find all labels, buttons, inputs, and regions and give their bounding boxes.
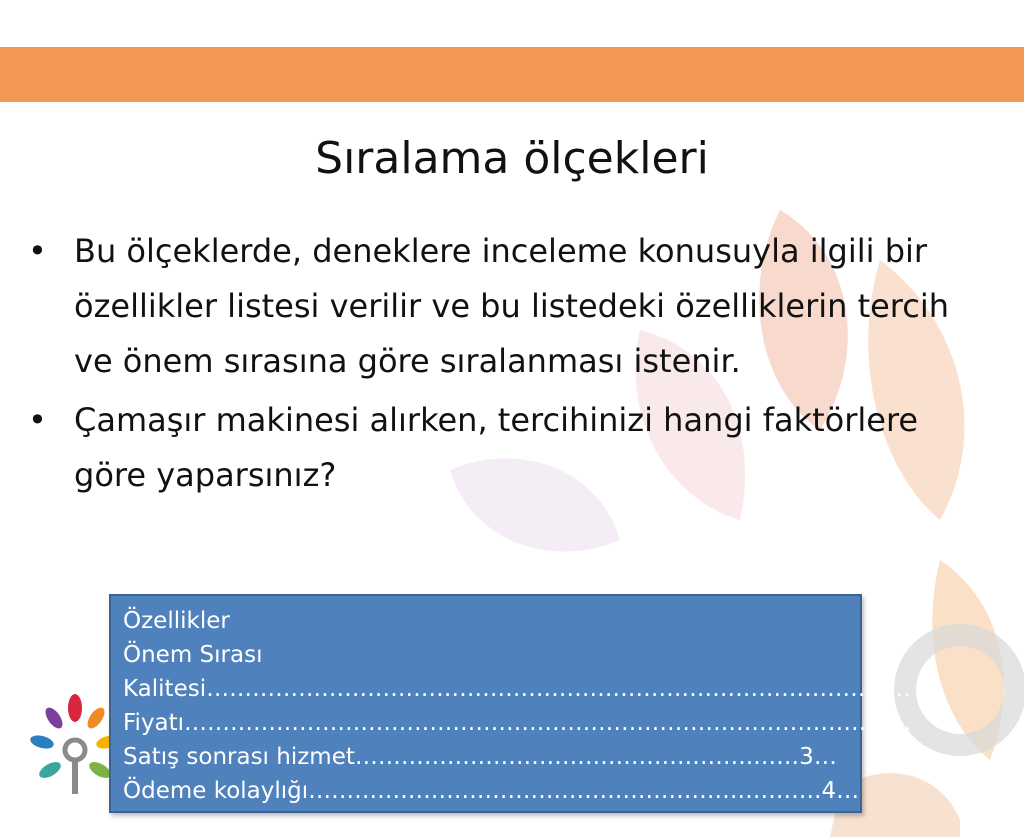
bullet-list <box>28 224 993 507</box>
bullet-text: Çamaşır makinesi alırken, tercihinizi hangi faktörlere göre yaparsınız? <box>74 401 919 494</box>
bullet-item <box>28 393 993 503</box>
box-heading-features: Özellikler <box>123 608 230 634</box>
ranking-row: Kalitesi……………………………………………………………………………2… <box>123 676 911 702</box>
bullet-dot-icon: • <box>28 401 47 439</box>
university-logo-icon <box>30 690 120 810</box>
slide-title: Sıralama ölçekleri <box>315 133 709 184</box>
ranking-row: Ödeme kolaylığı………………………………………………………….4… <box>123 778 860 804</box>
header-band <box>0 47 1024 130</box>
bullet-item <box>28 224 993 389</box>
features-ranking-box <box>109 594 912 813</box>
bullet-text: Bu ölçeklerde, deneklere inceleme konusuyla ilgili bir özellikler listesi verilir ve bu listedeki özelliklerin tercih ve önem sırasına göre sıralanması istenir. <box>74 232 950 380</box>
box-heading-rank: Önem Sırası <box>123 642 263 668</box>
author-name: Doç. Dr. Alper AYTEKİN <box>793 108 1010 130</box>
bullet-dot-icon: • <box>28 232 47 270</box>
ranking-row: Fiyatı………………………………………………………………………………1… <box>123 710 912 736</box>
ranking-row: Satış sonrası hizmet…………………………………………….……3… <box>123 744 837 770</box>
slide-number: 17 <box>504 111 524 129</box>
